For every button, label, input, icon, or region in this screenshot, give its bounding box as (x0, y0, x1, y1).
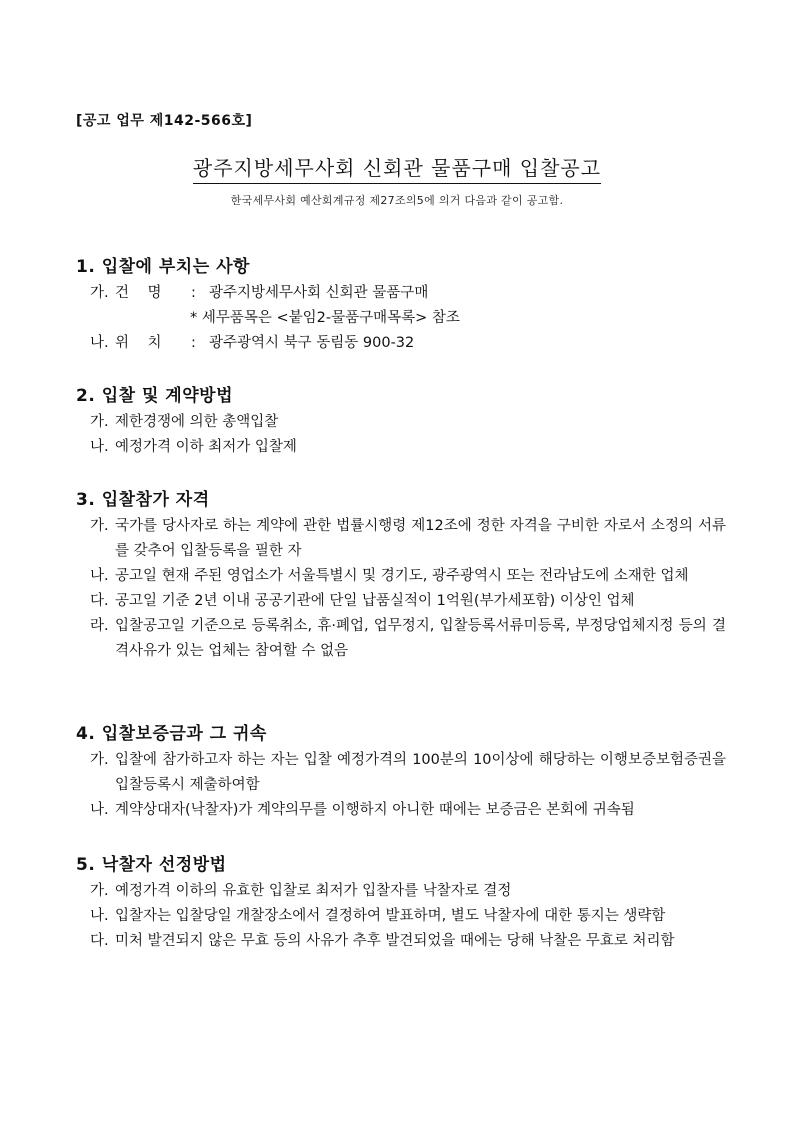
item-text: 국가를 당사자로 하는 계약에 관한 법률시행령 제12조에 정한 자격을 구비한 자로서 소정의 서류를 갖추어 입찰등록을 필한 자 (115, 518, 726, 559)
list-item (76, 410, 726, 435)
item-text: 입찰공고일 기준으로 등록취소, 휴·폐업, 업무정지, 입찰등록서류미등록, 부정당업체지정 등의 결격사유가 있는 업체는 참여할 수 없음 (115, 618, 726, 659)
section-2 (76, 384, 726, 460)
item-mark: 다. (90, 593, 109, 609)
list-item (76, 904, 726, 929)
item-value: 광주지방세무사회 신회관 물품구매 (209, 285, 429, 301)
item-mark: 나. (90, 335, 109, 351)
item-mark: 나. (90, 908, 109, 924)
item-value: 광주광역시 북구 동림동 900-32 (209, 335, 415, 351)
item-note: * 세무품목은 <붙임2-물품구매목록> 참조 (190, 310, 460, 326)
title-container (0, 152, 794, 184)
item-label: 위 치 (115, 335, 162, 351)
item-mark: 나. (90, 568, 109, 584)
item-text: 예정가격 이하 최저가 입찰제 (115, 439, 297, 455)
item-mark: 가. (90, 414, 109, 430)
list-item (76, 879, 726, 904)
item-text: 계약상대자(낙찰자)가 계약의무를 이행하지 아니한 때에는 보증금은 본회에 귀속됨 (115, 802, 635, 818)
section-title: 4. 입찰보증금과 그 귀속 (76, 724, 267, 744)
item-text: 제한경쟁에 의한 총액입찰 (115, 414, 279, 430)
item-mark: 가. (90, 518, 109, 534)
list-item (76, 331, 726, 356)
item-separator: : (191, 285, 196, 301)
list-item (76, 281, 726, 306)
section-title: 3. 입찰참가 자격 (76, 490, 210, 510)
document-subtitle: 한국세무사회 예산회계규정 제27조의5에 의거 다음과 같이 공고함. (230, 194, 564, 207)
item-mark: 가. (90, 752, 109, 768)
list-item (76, 614, 726, 664)
list-item (76, 435, 726, 460)
list-item (76, 514, 726, 564)
section-title: 2. 입찰 및 계약방법 (76, 386, 233, 406)
item-text: 예정가격 이하의 유효한 입찰로 최저가 입찰자를 낙찰자로 결정 (115, 883, 512, 899)
list-item (76, 748, 726, 798)
item-label: 건 명 (115, 285, 162, 301)
section-title: 1. 입찰에 부치는 사항 (76, 257, 250, 277)
item-mark: 가. (90, 285, 109, 301)
item-text: 공고일 현재 주된 영업소가 서울특별시 및 경기도, 광주광역시 또는 전라남도에 소재한 업체 (115, 568, 689, 584)
item-text: 공고일 기준 2년 이내 공공기관에 단일 납품실적이 1억원(부가세포함) 이상인 업체 (115, 593, 635, 609)
document-title: 광주지방세무사회 신회관 물품구매 입찰공고 (193, 152, 601, 184)
item-separator: : (191, 335, 196, 351)
section-5 (76, 853, 726, 954)
item-mark: 다. (90, 933, 109, 949)
section-title: 5. 낙찰자 선정방법 (76, 855, 227, 875)
list-item (76, 564, 726, 589)
list-item (76, 798, 726, 823)
item-text: 입찰자는 입찰당일 개찰장소에서 결정하여 발표하며, 별도 낙찰자에 대한 통지는 생략함 (115, 908, 666, 924)
section-3 (76, 488, 726, 664)
item-mark: 라. (90, 618, 109, 634)
section-1 (76, 255, 726, 356)
item-text: 미처 발견되지 않은 무효 등의 사유가 추후 발견되었을 때에는 당해 낙찰은 무효로 처리함 (115, 933, 675, 949)
item-mark: 나. (90, 439, 109, 455)
notice-number: [공고 업무 제142-566호] (76, 113, 253, 129)
list-item (76, 929, 726, 954)
item-mark: 가. (90, 883, 109, 899)
list-item (76, 589, 726, 614)
item-text: 입찰에 참가하고자 하는 자는 입찰 예정가격의 100분의 10이상에 해당하는 이행보증보험증권을 입찰등록시 제출하여함 (115, 752, 726, 793)
section-4 (76, 722, 726, 823)
item-mark: 나. (90, 802, 109, 818)
